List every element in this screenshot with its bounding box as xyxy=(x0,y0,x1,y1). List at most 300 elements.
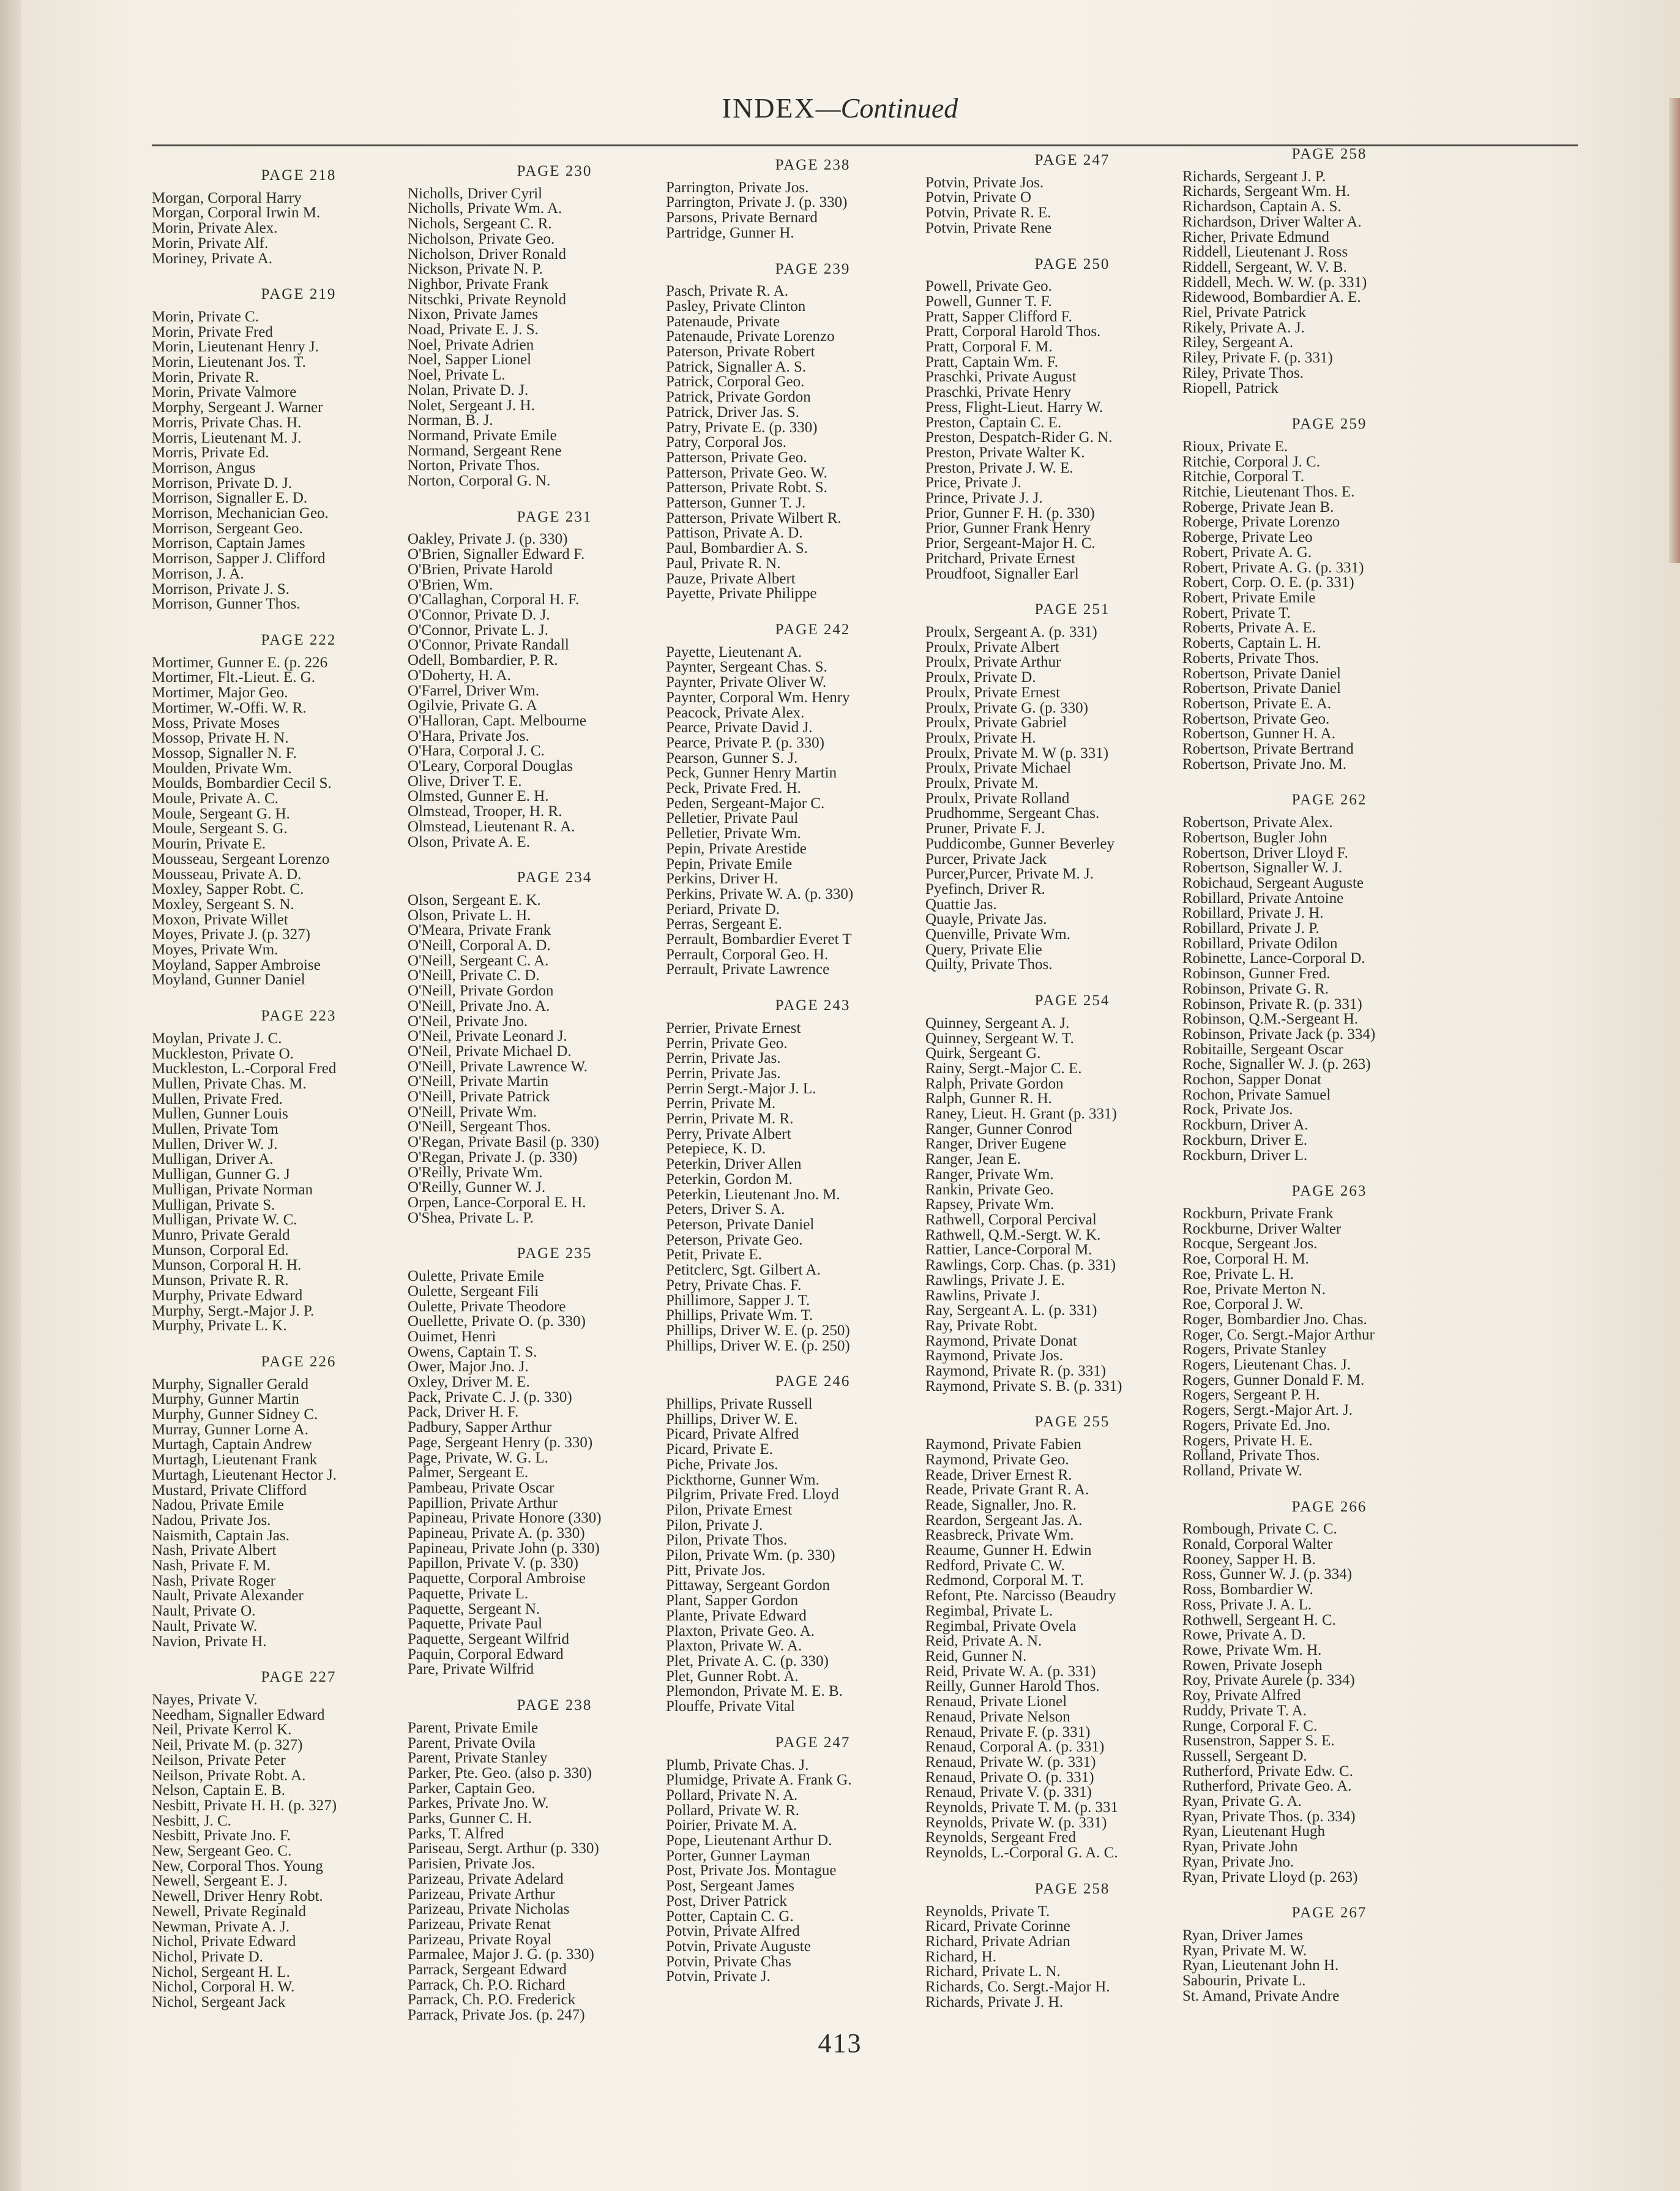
index-entry: Morin, Private Fred xyxy=(152,323,273,340)
index-entry: O'Halloran, Capt. Melbourne xyxy=(408,712,586,729)
index-entry: O'Regan, Private Basil (p. 330) xyxy=(408,1134,599,1151)
index-entry: Robert, Private T. xyxy=(1182,604,1291,621)
index-entry: Ritchie, Lieutenant Thos. E. xyxy=(1182,484,1355,501)
index-entry: Preston, Despatch-Rider G. N. xyxy=(925,429,1113,446)
index-entry: Robertson, Private Jno. M. xyxy=(1182,755,1347,773)
index-entry: Papineau, Private John (p. 330) xyxy=(408,1540,600,1557)
index-entry: Nighbor, Private Frank xyxy=(408,275,549,293)
index-entry: Robert, Private A. G. (p. 331) xyxy=(1182,559,1364,576)
index-entry: Norton, Private Thos. xyxy=(408,457,540,474)
index-entry: Patrick, Private Gordon xyxy=(666,389,811,406)
index-entry: O'Brien, Signaller Edward F. xyxy=(408,546,585,563)
index-entry: Proulx, Private Rolland xyxy=(925,790,1070,807)
index-entry: Rainy, Sergt.-Major C. E. xyxy=(925,1060,1082,1077)
index-entry: Neilson, Private Peter xyxy=(152,1751,286,1769)
index-entry: Parrack, Ch. P.O. Richard xyxy=(408,1976,566,1993)
index-entry: Patterson, Private Wilbert R. xyxy=(666,509,842,526)
index-entry: Ross, Gunner W. J. (p. 334) xyxy=(1182,1566,1353,1583)
page-heading: PAGE 254 xyxy=(1034,992,1110,1009)
index-entry: Phillips, Driver W. E. (p. 250) xyxy=(666,1322,850,1339)
index-entry: Pepin, Private Arestide xyxy=(666,840,807,857)
index-entry: Potvin, Private Chas xyxy=(666,1953,791,1970)
index-entry: Rockburn, Driver L. xyxy=(1182,1147,1308,1164)
index-entry: Mulligan, Private Norman xyxy=(152,1181,313,1198)
index-entry: Patenaude, Private Lorenzo xyxy=(666,328,835,345)
index-entry: Robillard, Private J. P. xyxy=(1182,920,1320,937)
index-entry: Rombough, Private C. C. xyxy=(1182,1521,1337,1538)
index-entry: Plaxton, Private W. A. xyxy=(666,1638,802,1655)
index-entry: Morgan, Corporal Harry xyxy=(152,189,302,206)
index-entry: Ryan, Private G. A. xyxy=(1182,1793,1302,1810)
index-entry: Raymond, Private Fabien xyxy=(925,1436,1081,1453)
index-entry: Page, Sergeant Henry (p. 330) xyxy=(408,1434,593,1451)
index-entry: New, Sergeant Geo. C. xyxy=(152,1843,292,1860)
index-entry: Riddell, Lieutenant J. Ross xyxy=(1182,244,1348,261)
index-entry: Proulx, Private Michael xyxy=(925,760,1072,777)
index-entry: Morin, Private Alex. xyxy=(152,220,278,237)
index-entry: Mourin, Private E. xyxy=(152,836,266,853)
page-block xyxy=(666,623,960,978)
index-entry: Odell, Bombardier, P. R. xyxy=(408,652,558,669)
index-entry: Parizeau, Private Renat xyxy=(408,1916,551,1933)
index-entry: Reade, Private Grant R. A. xyxy=(925,1481,1089,1499)
index-entry: Rogers, Private H. E. xyxy=(1182,1432,1313,1449)
index-entry: Roy, Private Aurele (p. 334) xyxy=(1182,1672,1355,1689)
index-entry: Rowen, Private Joseph xyxy=(1182,1657,1323,1674)
index-entry: Post, Private Jos. Montague xyxy=(666,1862,837,1879)
index-entry: Preston, Captain C. E. xyxy=(925,414,1062,431)
index-entry: Riel, Private Patrick xyxy=(1182,304,1307,321)
index-entry: Patry, Private E. (p. 330) xyxy=(666,419,818,436)
index-entry: Roberge, Private Leo xyxy=(1182,529,1313,546)
index-entry: Nadou, Private Emile xyxy=(152,1497,284,1514)
index-entry: Purcer,Purcer, Private M. J. xyxy=(925,866,1094,883)
book-spine-shadow xyxy=(0,0,21,2191)
page-block xyxy=(152,1355,446,1649)
index-entry: Riddell, Mech. W. W. (p. 331) xyxy=(1182,274,1367,291)
index-entry: O'Hara, Private Jos. xyxy=(408,727,529,744)
index-entry: Morin, Private Valmore xyxy=(152,384,297,401)
index-entry: Nichol, Private Edward xyxy=(152,1933,296,1950)
index-entry: Murtagh, Captain Andrew xyxy=(152,1436,312,1453)
index-entry: O'Meara, Private Frank xyxy=(408,922,551,939)
index-entry: Prior, Gunner F. H. (p. 330) xyxy=(925,504,1095,522)
index-entry: O'Regan, Private J. (p. 330) xyxy=(408,1148,578,1166)
index-entry: Rockburn, Private Frank xyxy=(1182,1205,1334,1222)
index-entry: Rolland, Private W. xyxy=(1182,1462,1302,1479)
index-entry: Moylan, Private J. C. xyxy=(152,1030,282,1047)
index-entry: Richer, Private Edmund xyxy=(1182,228,1329,245)
index-entry: Papillon, Private V. (p. 330) xyxy=(408,1555,578,1572)
index-entry: Ray, Sergeant A. L. (p. 331) xyxy=(925,1302,1097,1319)
index-entry: Nolet, Sergeant J. H. xyxy=(408,397,535,414)
index-entry: Nash, Private Albert xyxy=(152,1542,277,1559)
index-entry: Richards, Sergeant J. P. xyxy=(1182,168,1326,185)
index-entry: Regimbal, Private Ovela xyxy=(925,1617,1077,1635)
index-entry: Plant, Sapper Gordon xyxy=(666,1592,798,1609)
page-heading: PAGE 266 xyxy=(1291,1498,1367,1515)
index-entry: Parizeau, Private Nicholas xyxy=(408,1901,570,1918)
index-entry: St. Amand, Private Andre xyxy=(1182,1987,1340,2004)
index-entry: Paynter, Sergeant Chas. S. xyxy=(666,659,827,676)
index-entry: O'Neil, Private Jno. xyxy=(408,1013,528,1030)
page-heading: PAGE 223 xyxy=(261,1008,337,1025)
index-entry: Riopell, Patrick xyxy=(1182,380,1279,397)
page-block xyxy=(925,1882,1219,2010)
index-entry: Rockburne, Driver Walter xyxy=(1182,1220,1342,1237)
index-entry: Robillard, Private Odilon xyxy=(1182,935,1338,952)
index-entry: Potvin, Private O xyxy=(925,189,1031,206)
index-entry: O'Neill, Private Jno. A. xyxy=(408,997,550,1014)
index-column-3 xyxy=(666,158,960,2006)
index-entry: O'Neill, Private Patrick xyxy=(408,1088,550,1106)
index-entry: Pratt, Corporal F. M. xyxy=(925,339,1053,356)
index-entry: Munson, Corporal H. H. xyxy=(152,1257,302,1274)
index-entry: Mortimer, Gunner E. (p. 226 xyxy=(152,654,328,671)
index-entry: Roberge, Private Jean B. xyxy=(1182,498,1334,515)
index-entry: Mulligan, Driver A. xyxy=(152,1151,274,1168)
index-entry: Pambeau, Private Oscar xyxy=(408,1479,554,1496)
index-entry: Morin, Lieutenant Jos. T. xyxy=(152,354,306,371)
index-entry: O'Reilly, Gunner W. J. xyxy=(408,1179,546,1196)
index-entry: Prior, Gunner Frank Henry xyxy=(925,520,1091,537)
index-entry: Richard, Private Adrian xyxy=(925,1933,1070,1950)
index-entry: Paquin, Corporal Edward xyxy=(408,1646,564,1663)
index-entry: Nault, Private W. xyxy=(152,1617,258,1635)
page-block xyxy=(666,262,960,602)
index-entry: Mossop, Private H. N. xyxy=(152,730,289,747)
page-block xyxy=(152,287,446,612)
index-entry: Robertson, Signaller W. J. xyxy=(1182,860,1343,877)
index-entry: Oxley, Driver M. E. xyxy=(408,1374,530,1391)
index-entry: Post, Sergeant James xyxy=(666,1878,794,1895)
index-entry: Pack, Private C. J. (p. 330) xyxy=(408,1388,572,1406)
index-entry: Richard, Private L. N. xyxy=(925,1963,1061,1980)
index-entry: Prince, Private J. J. xyxy=(925,490,1043,507)
index-entry: Pack, Driver H. F. xyxy=(408,1404,519,1421)
index-entry: Proulx, Private D. xyxy=(925,669,1036,686)
index-entry: Robillard, Private Antoine xyxy=(1182,890,1344,907)
header-title: INDEX xyxy=(722,92,816,124)
index-entry: Ross, Private J. A. L. xyxy=(1182,1596,1312,1613)
index-entry: Pare, Private Wilfrid xyxy=(408,1661,534,1678)
index-entry: O'Neill, Corporal A. D. xyxy=(408,937,551,954)
index-entry: Renaud, Private V. (p. 331) xyxy=(925,1784,1092,1801)
index-entry: Newell, Private Reginald xyxy=(152,1903,307,1920)
index-entry: Pauze, Private Albert xyxy=(666,570,796,587)
index-entry: Richards, Private J. H. xyxy=(925,1993,1063,2010)
index-entry: Prudhomme, Sergeant Chas. xyxy=(925,805,1100,822)
index-entry: Pollard, Private W. R. xyxy=(666,1802,800,1819)
index-entry: Nault, Private O. xyxy=(152,1603,256,1620)
index-column-2 xyxy=(408,164,701,2044)
index-entry: Partridge, Gunner H. xyxy=(666,224,794,241)
index-entry: Patterson, Private Geo. W. xyxy=(666,464,827,481)
page-header xyxy=(0,92,1680,124)
index-entry: Murphy, Private L. K. xyxy=(152,1317,287,1335)
index-entry: Olson, Private A. E. xyxy=(408,833,530,850)
index-entry: Reynolds, Sergeant Fred xyxy=(925,1829,1077,1846)
index-entry: Roe, Corporal H. M. xyxy=(1182,1251,1309,1268)
page-heading: PAGE 251 xyxy=(1034,601,1110,618)
index-entry: O'Neill, Private Gordon xyxy=(408,983,554,1000)
index-entry: Neil, Private M. (p. 327) xyxy=(152,1737,303,1754)
index-entry: Ryan, Private Lloyd (p. 263) xyxy=(1182,1868,1358,1886)
index-entry: Morrison, Signaller E. D. xyxy=(152,490,308,507)
index-entry: O'Neil, Private Leonard J. xyxy=(408,1028,567,1045)
index-entry: Quattie Jas. xyxy=(925,896,997,913)
index-entry: Pilon, Private J. xyxy=(666,1516,763,1534)
index-entry: Olmstead, Lieutenant R. A. xyxy=(408,818,575,835)
index-entry: Nadou, Private Jos. xyxy=(152,1511,271,1529)
index-entry: Olson, Private L. H. xyxy=(408,907,531,924)
page-block xyxy=(1182,1500,1476,1886)
page-heading: PAGE 247 xyxy=(775,1734,851,1751)
index-entry: Proulx, Private Arthur xyxy=(925,654,1061,671)
index-entry: Pilon, Private Wm. (p. 330) xyxy=(666,1547,835,1564)
index-entry: Patenaude, Private xyxy=(666,313,780,330)
index-entry: Mullen, Gunner Louis xyxy=(152,1106,288,1123)
index-entry: Raymond, Private Jos. xyxy=(925,1347,1063,1365)
index-entry: Ogilvie, Private G. A xyxy=(408,697,537,714)
index-entry: Proulx, Private G. (p. 330) xyxy=(925,699,1088,716)
index-entry: O'Connor, Private D. J. xyxy=(408,606,550,623)
index-entry: Ralph, Gunner R. H. xyxy=(925,1090,1052,1107)
index-entry: Robinson, Gunner Fred. xyxy=(1182,965,1331,983)
index-entry: Petitclerc, Sgt. Gilbert A. xyxy=(666,1262,821,1279)
index-entry: Quinney, Sergeant A. J. xyxy=(925,1014,1070,1032)
page-block xyxy=(408,1246,701,1677)
index-entry: Paul, Private R. N. xyxy=(666,555,781,572)
index-entry: Perrin, Private Geo. xyxy=(666,1035,788,1052)
index-entry: Pilon, Private Thos. xyxy=(666,1532,788,1549)
index-entry: Reilly, Gunner Harold Thos. xyxy=(925,1678,1100,1695)
index-entry: Nayes, Private V. xyxy=(152,1691,258,1708)
index-entry: Robinson, Private Jack (p. 334) xyxy=(1182,1025,1376,1043)
index-entry: Normand, Sergeant Rene xyxy=(408,442,562,459)
index-entry: Ouellette, Private O. (p. 330) xyxy=(408,1313,586,1330)
index-entry: Payette, Lieutenant A. xyxy=(666,643,802,661)
index-entry: Pittaway, Sergeant Gordon xyxy=(666,1577,831,1594)
page-heading: PAGE 235 xyxy=(517,1245,592,1262)
index-entry: Paquette, Private Paul xyxy=(408,1616,543,1633)
index-entry: Reid, Gunner N. xyxy=(925,1647,1027,1665)
index-entry: Peterkin, Gordon M. xyxy=(666,1170,793,1188)
index-entry: Roberts, Private A. E. xyxy=(1182,620,1316,637)
index-entry: Richardson, Driver Walter A. xyxy=(1182,213,1362,230)
index-entry: Picard, Private E. xyxy=(666,1441,773,1458)
index-entry: Roberge, Private Lorenzo xyxy=(1182,514,1340,531)
index-entry: Robertson, Private Alex. xyxy=(1182,814,1333,831)
page-heading: PAGE 250 xyxy=(1034,255,1110,272)
index-entry: Rock, Private Jos. xyxy=(1182,1101,1293,1118)
index-entry: Parent, Private Stanley xyxy=(408,1750,548,1767)
index-entry: Riley, Private F. (p. 331) xyxy=(1182,350,1333,367)
index-entry: Parizeau, Private Arthur xyxy=(408,1886,555,1903)
index-entry: Paterson, Private Robert xyxy=(666,343,815,361)
index-entry: Norman, B. J. xyxy=(408,412,493,429)
index-entry: Ranger, Jean E. xyxy=(925,1151,1021,1168)
index-entry: Redford, Private C. W. xyxy=(925,1557,1065,1574)
index-entry: Morrison, Captain James xyxy=(152,535,305,552)
index-entry: Moyes, Private J. (p. 327) xyxy=(152,926,310,943)
index-entry: Plouffe, Private Vital xyxy=(666,1698,795,1715)
index-entry: Reardon, Sergeant Jas. A. xyxy=(925,1511,1083,1529)
page-block xyxy=(666,1374,960,1714)
index-entry: Oulette, Private Emile xyxy=(408,1268,544,1285)
page-heading: PAGE 218 xyxy=(261,167,337,184)
index-entry: Peters, Driver S. A. xyxy=(666,1201,785,1218)
index-entry: Ray, Private Robt. xyxy=(925,1317,1038,1334)
index-entry: Mustard, Private Clifford xyxy=(152,1481,307,1499)
index-entry: Reade, Signaller, Jno. R. xyxy=(925,1496,1077,1513)
index-entry: Murphy, Sergt.-Major J. P. xyxy=(152,1302,315,1319)
index-entry: Morphy, Sergeant J. Warner xyxy=(152,399,323,416)
index-entry: O'Neill, Private Lawrence W. xyxy=(408,1058,588,1075)
page-heading: PAGE 227 xyxy=(261,1669,337,1686)
page-heading: PAGE 219 xyxy=(261,286,337,303)
index-entry: Parkes, Private Jno. W. xyxy=(408,1795,549,1812)
index-entry: Naismith, Captain Jas. xyxy=(152,1527,289,1544)
index-entry: Paquette, Sergeant N. xyxy=(408,1600,540,1617)
index-entry: Paquette, Corporal Ambroise xyxy=(408,1570,586,1587)
index-entry: Pearce, Private P. (p. 330) xyxy=(666,734,824,751)
index-entry: Peden, Sergeant-Major C. xyxy=(666,795,825,812)
page-block xyxy=(408,871,701,1226)
index-entry: Roche, Signaller W. J. (p. 263) xyxy=(1182,1056,1371,1073)
index-entry: Ryan, Driver James xyxy=(1182,1927,1303,1944)
index-entry: Mousseau, Sergeant Lorenzo xyxy=(152,850,330,867)
index-entry: Nichol, Sergeant Jack xyxy=(152,1994,286,2011)
index-entry: Padbury, Sapper Arthur xyxy=(408,1419,552,1436)
index-entry: Mulligan, Gunner G. J xyxy=(152,1166,290,1183)
index-entry: Rawlings, Private J. E. xyxy=(925,1272,1065,1289)
index-entry: Moriney, Private A. xyxy=(152,250,272,267)
index-entry: Reade, Driver Ernest R. xyxy=(925,1466,1072,1483)
index-entry: Murphy, Gunner Martin xyxy=(152,1391,299,1408)
index-entry: Papineau, Private Honore (330) xyxy=(408,1510,602,1527)
index-entry: Nicholls, Private Wm. A. xyxy=(408,200,562,217)
index-entry: Moxon, Private Willet xyxy=(152,911,288,928)
index-entry: O'Hara, Corporal J. C. xyxy=(408,743,545,760)
index-entry: Oulette, Sergeant Fili xyxy=(408,1283,539,1300)
index-entry: Richard, H. xyxy=(925,1948,996,1965)
index-entry: Ryan, Private Jno. xyxy=(1182,1853,1294,1870)
index-entry: Nicholls, Driver Cyril xyxy=(408,185,543,202)
page-block xyxy=(925,257,1219,582)
index-entry: Patrick, Driver Jas. S. xyxy=(666,403,800,421)
index-entry: Pritchard, Private Ernest xyxy=(925,550,1076,567)
index-entry: Parent, Private Emile xyxy=(408,1719,539,1736)
index-entry: Pratt, Captain Wm. F. xyxy=(925,353,1058,370)
page-heading: PAGE 234 xyxy=(517,869,592,886)
index-entry: Proudfoot, Signaller Earl xyxy=(925,565,1079,582)
index-entry: Ouimet, Henri xyxy=(408,1328,496,1345)
index-entry: Regimbal, Private L. xyxy=(925,1602,1053,1619)
page-heading: PAGE 243 xyxy=(775,997,851,1014)
index-entry: Ryan, Lieutenant Hugh xyxy=(1182,1823,1325,1840)
index-entry: Morin, Private C. xyxy=(152,308,259,325)
index-entry: Rathwell, Q.M.-Sergt. W. K. xyxy=(925,1226,1101,1243)
index-entry: Nicholson, Driver Ronald xyxy=(408,245,566,263)
index-entry: Robertson, Private Geo. xyxy=(1182,710,1330,727)
index-entry: Nichol, Private D. xyxy=(152,1948,263,1965)
index-entry: Parisien, Private Jos. xyxy=(408,1856,536,1873)
index-entry: Quenville, Private Wm. xyxy=(925,926,1070,943)
index-entry: Muckleston, L.-Corporal Fred xyxy=(152,1060,337,1077)
index-entry: Robinson, Q.M.-Sergeant H. xyxy=(1182,1011,1359,1028)
index-entry: Patrick, Corporal Geo. xyxy=(666,373,805,391)
index-entry: Pilgrim, Private Fred. Lloyd xyxy=(666,1486,839,1504)
index-entry: Preston, Private Walter K. xyxy=(925,444,1085,461)
index-entry: Nolan, Private D. J. xyxy=(408,381,529,399)
index-entry: Papillion, Private Arthur xyxy=(408,1494,558,1511)
index-entry: Potvin, Private J. xyxy=(666,1968,771,1985)
index-entry: O'Shea, Private L. P. xyxy=(408,1209,534,1226)
index-entry: Paquette, Sergeant Wilfrid xyxy=(408,1630,569,1647)
index-entry: Robertson, Private Bertrand xyxy=(1182,741,1354,758)
index-entry: Piche, Private Jos. xyxy=(666,1456,778,1473)
index-entry: Morin, Private R. xyxy=(152,369,259,386)
index-entry: Reynolds, Private W. (p. 331) xyxy=(925,1814,1107,1831)
index-entry: Potter, Captain C. G. xyxy=(666,1908,794,1925)
index-entry: Page, Private, W. G. L. xyxy=(408,1449,548,1466)
index-entry: Reid, Private W. A. (p. 331) xyxy=(925,1663,1096,1680)
index-entry: Parker, Captain Geo. xyxy=(408,1780,536,1797)
index-entry: Plet, Gunner Robt. A. xyxy=(666,1668,799,1685)
index-entry: Ryan, Private John xyxy=(1182,1838,1298,1856)
index-entry: Peterkin, Driver Allen xyxy=(666,1156,802,1173)
index-entry: Paynter, Private Oliver W. xyxy=(666,674,827,691)
page-heading: PAGE 262 xyxy=(1291,792,1367,809)
index-entry: Morrison, Sergeant Geo. xyxy=(152,520,303,537)
index-entry: Perras, Sergeant E. xyxy=(666,916,782,933)
index-entry: Ower, Major Jno. J. xyxy=(408,1358,529,1376)
index-entry: Roe, Private Merton N. xyxy=(1182,1281,1326,1298)
index-entry: O'Neill, Private C. D. xyxy=(408,967,540,984)
index-entry: O'Neil, Private Michael D. xyxy=(408,1043,572,1060)
index-entry: Post, Driver Patrick xyxy=(666,1892,787,1909)
index-entry: Pilon, Private Ernest xyxy=(666,1501,793,1518)
index-entry: Ryan, Private M. W. xyxy=(1182,1942,1307,1959)
index-entry: Perry, Private Albert xyxy=(666,1125,791,1142)
index-entry: Rolland, Private Thos. xyxy=(1182,1447,1320,1464)
index-entry: Rattier, Lance-Corporal M. xyxy=(925,1242,1092,1259)
index-entry: Riddell, Sergeant, W. V. B. xyxy=(1182,258,1347,275)
index-entry: Rogers, Sergt.-Major Art. J. xyxy=(1182,1402,1353,1419)
index-entry: Potvin, Private Jos. xyxy=(925,174,1044,191)
index-entry: Nesbitt, Private Jno. F. xyxy=(152,1827,291,1845)
index-entry: Perrier, Private Ernest xyxy=(666,1019,801,1036)
index-entry: O'Neill, Sergeant C. A. xyxy=(408,952,549,969)
index-entry: Refont, Pte. Narcisso (Beaudry xyxy=(925,1587,1116,1605)
index-entry: Morris, Private Ed. xyxy=(152,444,269,462)
index-entry: Reynolds, L.-Corporal G. A. C. xyxy=(925,1845,1118,1862)
index-entry: Mulligan, Private S. xyxy=(152,1196,275,1213)
page-heading: PAGE 246 xyxy=(775,1373,851,1390)
index-entry: Price, Private J. xyxy=(925,474,1021,492)
index-entry: Peterkin, Lieutenant Jno. M. xyxy=(666,1186,840,1203)
index-entry: Perrin, Private Jas. xyxy=(666,1050,781,1067)
index-entry: Rocque, Sergeant Jos. xyxy=(1182,1235,1318,1253)
index-entry: Moulds, Bombardier Cecil S. xyxy=(152,775,332,792)
page-block xyxy=(666,158,960,241)
index-entry: Robert, Private Emile xyxy=(1182,589,1316,606)
index-entry: Newman, Private A. J. xyxy=(152,1918,289,1935)
page-block xyxy=(666,1736,960,1985)
index-entry: Phillips, Driver W. E. xyxy=(666,1410,798,1428)
index-entry: Phillips, Driver W. E. (p. 250) xyxy=(666,1337,850,1354)
